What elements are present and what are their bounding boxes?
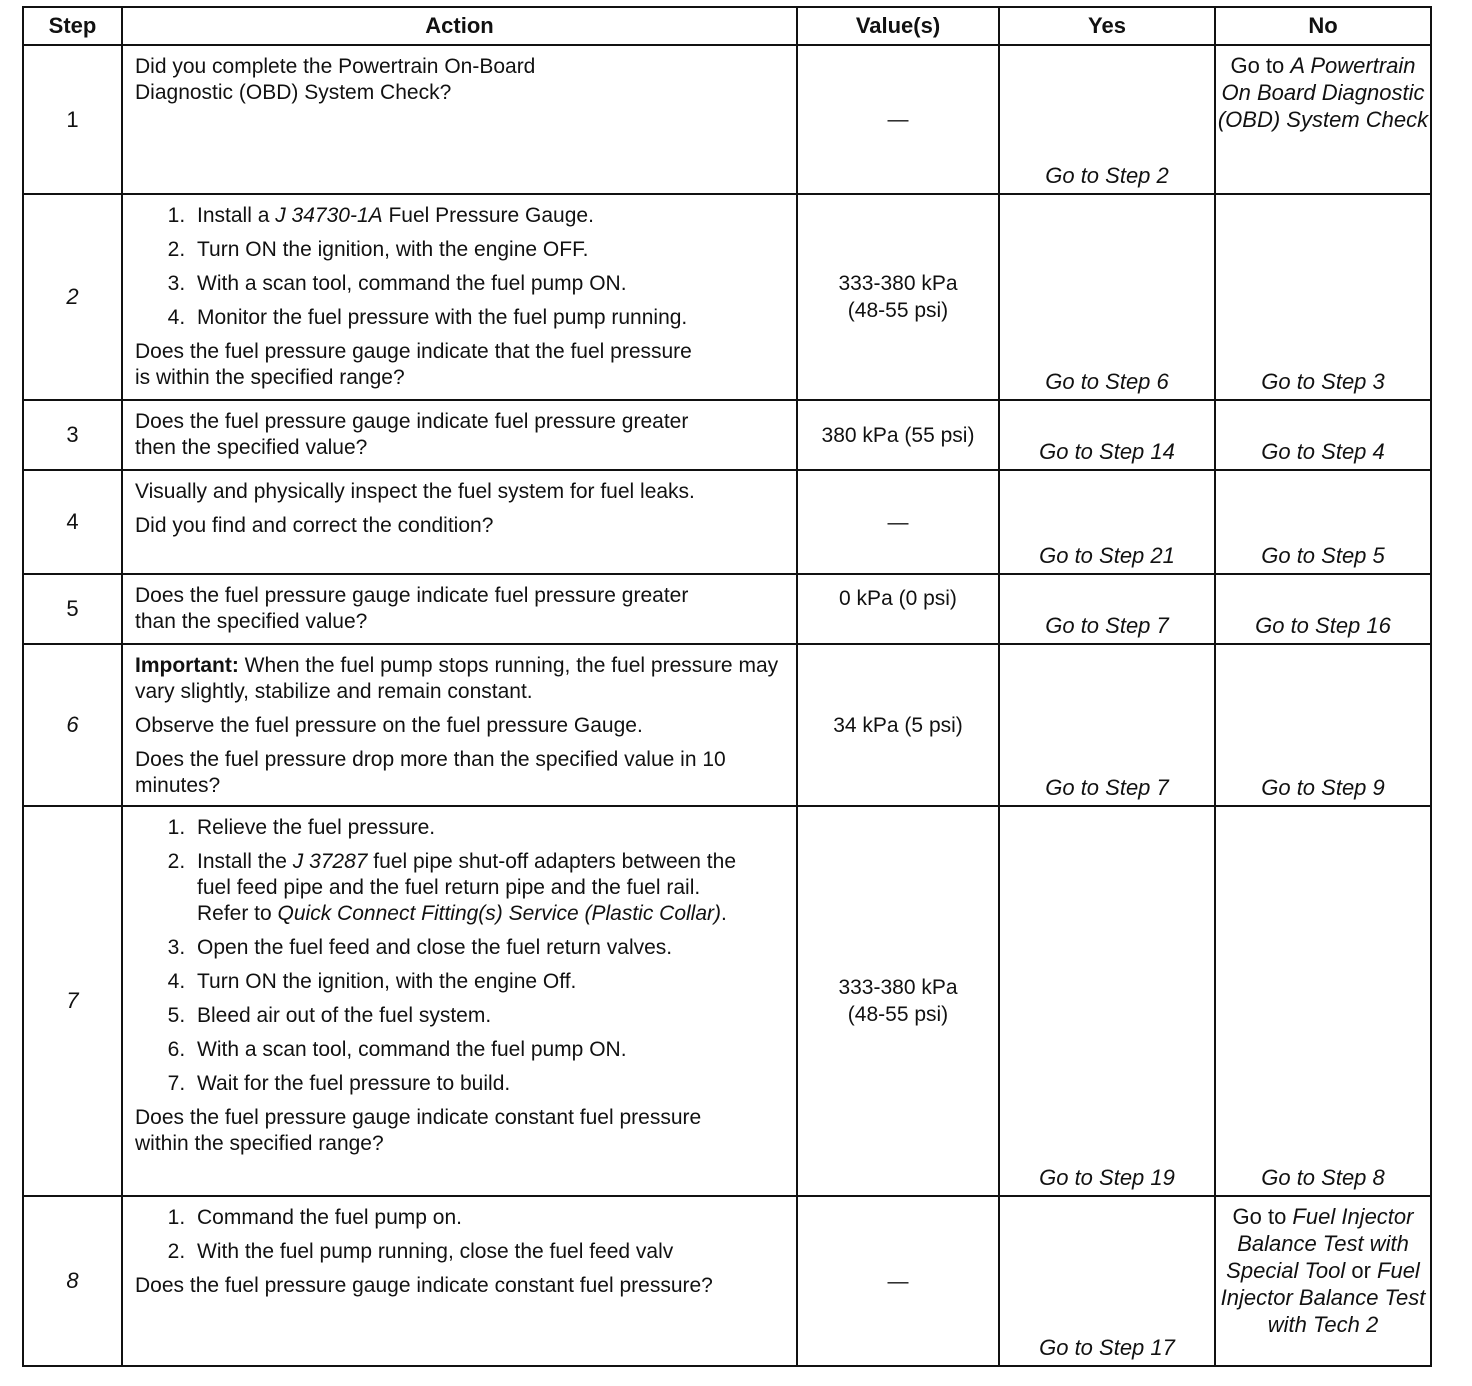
action-text: Visually and physically inspect the fuel system for fuel leaks. <box>135 480 695 503</box>
action-cell <box>122 644 797 806</box>
step-number: 5 <box>23 574 122 644</box>
value-cell <box>797 194 999 400</box>
procedure-link[interactable]: Quick Connect Fitting(s) Service (Plastic Collar) <box>277 902 721 925</box>
action-item: 1. Relieve the fuel pressure. <box>191 815 788 841</box>
step-row-6 <box>23 644 1431 806</box>
step-number: 7 <box>23 806 122 1196</box>
step-row-4 <box>23 470 1431 574</box>
value-cell: 34 kPa (5 psi) <box>797 644 999 806</box>
action-question: Did you find and correct the condition? <box>135 514 494 537</box>
diagnostic-table <box>22 6 1432 1367</box>
step-row-5 <box>23 574 1431 644</box>
value-cell: — <box>797 1196 999 1366</box>
step-number: 6 <box>23 644 122 806</box>
value-psi: (48-55 psi) <box>847 1003 949 1026</box>
step-row-8 <box>23 1196 1431 1366</box>
action-item: 1. Install a J 34730-1A Fuel Pressure Gauge. <box>191 203 788 229</box>
action-cell <box>122 574 797 644</box>
action-item: 2. With the fuel pump running, close the fuel feed valv <box>191 1239 788 1265</box>
action-item: 4. Monitor the fuel pressure with the fuel pump running. <box>191 305 788 331</box>
action-question: Does the fuel pressure gauge indicate that the fuel pressure is within the specified range? <box>135 340 692 389</box>
no-cell: Go to Fuel Injector Balance Test with Special Tool or Fuel Injector Balance Test with Tech 2 <box>1215 1196 1431 1366</box>
action-item: 2. Install the J 37287 fuel pipe shut-off adapters between the fuel feed pipe and the fuel return pipe and the fuel rail. Refer to Quick Connect Fitting(s) Service (Plastic Collar). <box>191 849 757 927</box>
action-cell <box>122 45 797 194</box>
no-cell: Go to Step 16 <box>1215 574 1431 644</box>
action-text: Did you complete the Powertrain On-Board Diagnostic (OBD) System Check? <box>135 55 536 104</box>
yes-cell: Go to Step 19 <box>999 806 1215 1196</box>
no-link-obd-check[interactable]: A Powertrain On Board Diagnostic (OBD) System Check <box>1217 53 1429 132</box>
value-cell: — <box>797 470 999 574</box>
value-cell: — <box>797 45 999 194</box>
action-item: 3. Open the fuel feed and close the fuel return valves. <box>191 935 788 961</box>
no-cell: Go to Step 9 <box>1215 644 1431 806</box>
step-number: 3 <box>23 400 122 470</box>
no-cell: Go to Step 3 <box>1215 194 1431 400</box>
yes-cell: Go to Step 6 <box>999 194 1215 400</box>
action-item: 7. Wait for the fuel pressure to build. <box>191 1071 788 1097</box>
step-row-7 <box>23 806 1431 1196</box>
no-link-balance-tech2[interactable]: Fuel Injector Balance Test with Tech 2 <box>1220 1258 1426 1337</box>
no-cell: Go to Step 5 <box>1215 470 1431 574</box>
value-cell: 0 kPa (0 psi) <box>797 574 999 644</box>
header-row <box>23 7 1431 45</box>
yes-cell: Go to Step 17 <box>999 1196 1215 1366</box>
action-text: Does the fuel pressure gauge indicate fuel pressure greater then the specified value? <box>135 410 689 459</box>
action-cell <box>122 194 797 400</box>
step-number: 2 <box>23 194 122 400</box>
value-psi: (48-55 psi) <box>847 299 949 322</box>
header-values: Value(s) <box>797 7 999 45</box>
step-number: 1 <box>23 45 122 194</box>
yes-cell: Go to Step 14 <box>999 400 1215 470</box>
step-row-3 <box>23 400 1431 470</box>
yes-cell: Go to Step 2 <box>999 45 1215 194</box>
value-kpa: 333-380 kPa <box>838 272 958 295</box>
action-cell <box>122 470 797 574</box>
header-action: Action <box>122 7 797 45</box>
no-prefix: Go to <box>1230 53 1291 78</box>
yes-cell: Go to Step 7 <box>999 574 1215 644</box>
header-step: Step <box>23 7 122 45</box>
action-question: Does the fuel pressure gauge indicate constant fuel pressure? <box>135 1274 713 1297</box>
header-no: No <box>1215 7 1431 45</box>
yes-cell: Go to Step 21 <box>999 470 1215 574</box>
important-note: Important: When the fuel pump stops running, the fuel pressure may vary slightly, stabilize and remain constant. <box>135 654 779 703</box>
action-text: Observe the fuel pressure on the fuel pressure Gauge. <box>135 714 643 737</box>
action-cell <box>122 1196 797 1366</box>
action-item: 3. With a scan tool, command the fuel pump ON. <box>191 271 788 297</box>
step-number: 8 <box>23 1196 122 1366</box>
action-question: Does the fuel pressure drop more than the specified value in 10 minutes? <box>135 748 726 797</box>
value-cell: 380 kPa (55 psi) <box>797 400 999 470</box>
tool-ref: J 37287 <box>292 850 368 873</box>
action-item: 5. Bleed air out of the fuel system. <box>191 1003 788 1029</box>
value-kpa: 333-380 kPa <box>838 976 958 999</box>
step-row-1 <box>23 45 1431 194</box>
action-item: 2. Turn ON the ignition, with the engine OFF. <box>191 237 788 263</box>
value-cell <box>797 806 999 1196</box>
action-cell <box>122 400 797 470</box>
no-cell <box>1215 45 1431 194</box>
action-item: 4. Turn ON the ignition, with the engine Off. <box>191 969 788 995</box>
action-cell <box>122 806 797 1196</box>
step-row-2 <box>23 194 1431 400</box>
no-cell: Go to Step 4 <box>1215 400 1431 470</box>
action-question: Does the fuel pressure gauge indicate constant fuel pressure within the specified range? <box>135 1106 702 1155</box>
action-item: 1. Command the fuel pump on. <box>191 1205 788 1231</box>
action-item: 6. With a scan tool, command the fuel pump ON. <box>191 1037 788 1063</box>
tool-ref: J 34730-1A <box>275 204 383 227</box>
no-link-balance-special-tool[interactable]: Fuel Injector Balance Test with Special Tool <box>1226 1204 1414 1283</box>
step-number: 4 <box>23 470 122 574</box>
header-yes: Yes <box>999 7 1215 45</box>
action-text: Does the fuel pressure gauge indicate fuel pressure greater than the specified value? <box>135 584 689 633</box>
no-cell: Go to Step 8 <box>1215 806 1431 1196</box>
yes-cell: Go to Step 7 <box>999 644 1215 806</box>
